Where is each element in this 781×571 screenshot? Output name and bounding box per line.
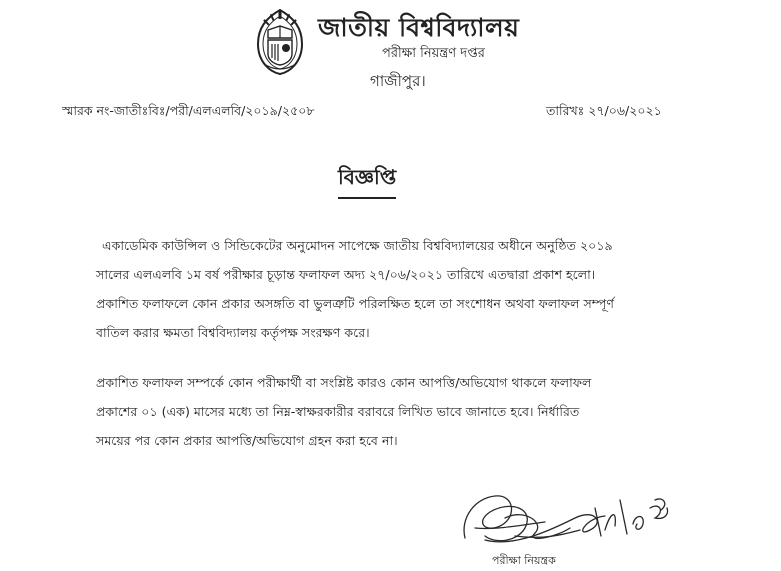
paragraph-line: বাতিল করার ক্ষমতা বিশ্ববিদ্যালয় কর্তৃপক্ষ সংরক্ষণ করে। (96, 325, 370, 340)
paragraph-line: প্রকাশের ০১ (এক) মাসের মধ্যে তা নিম্ন-স্বাক্ষরকারীর বরাবরে লিখিত ভাবে জানাতে হবে। নির্ধারিত (96, 404, 580, 419)
paragraph-line: সালের এলএলবি ১ম বর্ষ পরীক্ষার চূড়ান্ত ফলাফল অদ্য ২৭/০৬/২০২১ তারিখে এতদ্বারা প্রকাশ হলো। (96, 267, 596, 282)
paragraph-line: প্রকাশিত ফলাফল সম্পর্কে কোন পরীক্ষার্থী বা সংশ্লিষ্ট কারও কোন আপত্তি/অভিযোগ থাকলে ফলাফল (96, 375, 592, 390)
notice-paragraph-1 (96, 231, 696, 347)
office-name: পরীক্ষা নিয়ন্ত্রণ দপ্তর (382, 46, 485, 61)
paragraph-line: প্রকাশিত ফলাফলে কোন প্রকার অসঙ্গতি বা ভুলত্রুটি পরিলক্ষিত হলে তা সংশোধন অথবা ফলাফল সম্পূর্ণ (96, 296, 615, 311)
signatory-designation: পরীক্ষা নিয়ন্ত্রক (492, 554, 556, 567)
paragraph-line: একাডেমিক কাউন্সিল ও সিন্ডিকেটের অনুমোদন সাপেক্ষে জাতীয় বিশ্ববিদ্যালয়ের অধীনে অনুষ্ঠিত ২০১৯ (102, 238, 613, 253)
memo-date: তারিখঃ ২৭/০৬/২০২১ (546, 103, 662, 118)
notice-title: বিজ্ঞপ্তি (338, 163, 396, 199)
handwritten-signature (455, 478, 685, 558)
city-name: গাজীপুর। (370, 72, 426, 90)
paragraph-line: সময়ের পর কোন প্রকার আপত্তি/অভিযোগ গ্রহন করা হবে না। (96, 433, 398, 448)
notice-paragraph-2 (96, 368, 696, 455)
university-name: জাতীয় বিশ্ববিদ্যালয় (318, 13, 520, 42)
memo-reference: স্মারক নং-জাতীঃবিঃ/পরী/এলএলবি/২০১৯/২৫০৮ (62, 103, 315, 118)
university-seal-icon (252, 8, 308, 76)
